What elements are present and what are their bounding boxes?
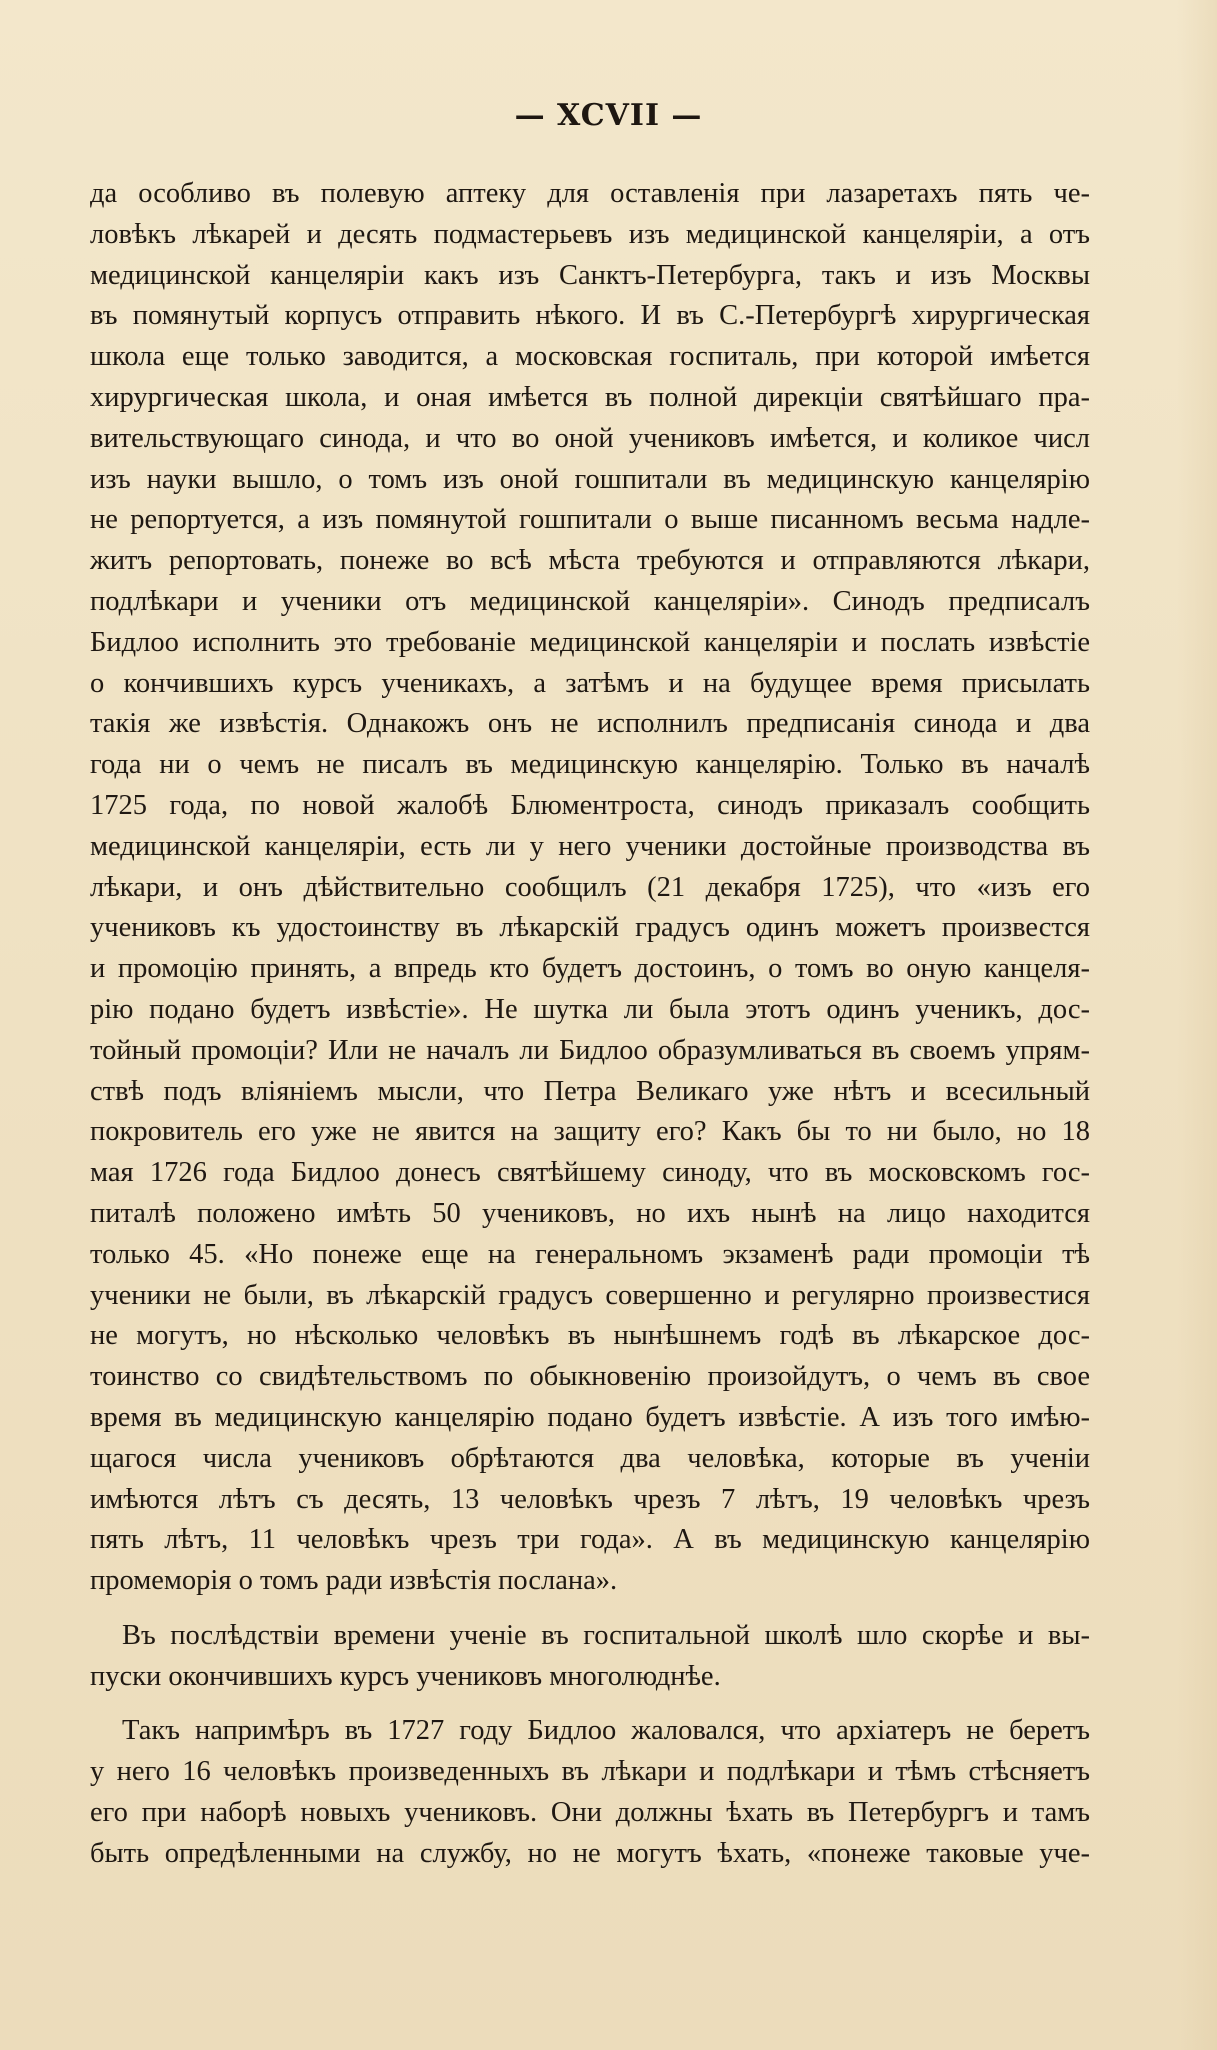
paragraph-gap bbox=[90, 1697, 1090, 1711]
text-line: медицинской канцеляріи, есть ли у него ученики достойные производства въ bbox=[90, 830, 1090, 862]
text-line: такія же извѣстія. Однакожъ онъ не исполнилъ предписанія синода и два bbox=[90, 708, 1090, 740]
text-line: только 45. «Но понеже еще на генеральномъ экзаменѣ ради промоціи тѣ bbox=[90, 1238, 1090, 1270]
text-line: питалѣ положено имѣть 50 учениковъ, но ихъ нынѣ на лицо находится bbox=[90, 1197, 1090, 1229]
text-line: промеморія о томъ ради извѣстія послана». bbox=[90, 1565, 618, 1597]
text-line: не могутъ, но нѣсколько человѣкъ въ нынѣшнемъ годѣ въ лѣкарское дос- bbox=[90, 1320, 1090, 1352]
text-line: хирургическая школа, и оная имѣется въ полной дирекціи святѣйшаго пра- bbox=[90, 381, 1090, 413]
text-line: пуски окончившихъ курсъ учениковъ многолюднѣе. bbox=[90, 1660, 721, 1692]
text-line: житъ репортовать, понеже во всѣ мѣста требуются и отправляются лѣкари, bbox=[90, 545, 1090, 577]
text-line: Въ послѣдствіи времени ученіе въ госпитальной школѣ шло скорѣе и вы- bbox=[122, 1619, 1090, 1651]
text-line: пять лѣтъ, 11 человѣкъ чрезъ три года». А въ медицинскую канцелярію bbox=[90, 1524, 1090, 1556]
text-line: года ни о чемъ не писалъ въ медицинскую канцелярію. Только въ началѣ bbox=[90, 749, 1090, 781]
page-edge-shading bbox=[1177, 0, 1217, 2050]
text-line: рію подано будетъ извѣстіе». Не шутка ли была этотъ одинъ ученикъ, дос- bbox=[90, 993, 1090, 1025]
text-line: 1725 года, по новой жалобѣ Блюментроста, синодъ приказалъ сообщить bbox=[90, 789, 1090, 821]
text-line: тойный промоціи? Или не началъ ли Бидлоо образумливаться въ своемъ упрям- bbox=[90, 1034, 1090, 1066]
text-line: да особливо въ полевую аптеку для оставленія при лазаретахъ пять че- bbox=[90, 178, 1090, 209]
text-line: его при наборѣ новыхъ учениковъ. Они должны ѣхать въ Петербургъ и тамъ bbox=[90, 1797, 1090, 1829]
text-line: не репортуется, а изъ помянутой гошпитали о выше писанномъ весьма надле- bbox=[90, 504, 1090, 536]
text-line: время въ медицинскую канцелярію подано будетъ извѣстіе. А изъ того имѣю- bbox=[90, 1401, 1090, 1433]
text-line: школа еще только заводится, а московская госпиталь, при которой имѣется bbox=[90, 341, 1090, 373]
text-line: тоинство со свидѣтельствомъ по обыкновенію произойдутъ, о чемъ въ свое bbox=[90, 1361, 1090, 1393]
text-line: вительствующаго синода, и что во оной учениковъ имѣется, и коликое числ bbox=[90, 422, 1090, 454]
text-line: быть опредѣленными на службу, но не могутъ ѣхать, «понеже таковые уче- bbox=[90, 1837, 1090, 1869]
text-line: подлѣкари и ученики отъ медицинской канцеляріи». Синодъ предписалъ bbox=[90, 585, 1090, 617]
paragraph bbox=[90, 174, 1090, 1602]
page-number-header: — XCVII — bbox=[514, 98, 703, 133]
text-line: покровитель его уже не явится на защиту его? Какъ бы то ни было, но 18 bbox=[90, 1116, 1090, 1148]
text-line: учениковъ къ удостоинству въ лѣкарскій градусъ одинъ можетъ произвестся bbox=[90, 912, 1090, 944]
paragraph bbox=[90, 1711, 1090, 1874]
text-line: изъ науки вышло, о томъ изъ оной гошпитали въ медицинскую канцелярію bbox=[90, 463, 1090, 495]
paragraph bbox=[90, 1616, 1090, 1698]
text-line: о кончившихъ курсъ ученикахъ, а затѣмъ и на будущее время присылать bbox=[90, 667, 1090, 699]
text-line: ученики не были, въ лѣкарскій градусъ совершенно и регулярно произвестися bbox=[90, 1279, 1090, 1311]
text-line: и промоцію принять, а впредь кто будетъ достоинъ, о томъ во оную канцеля- bbox=[90, 953, 1090, 985]
text-line: щагося числа учениковъ обрѣтаются два человѣка, которые въ ученіи bbox=[90, 1442, 1090, 1474]
paragraph-gap bbox=[90, 1602, 1090, 1616]
text-line: медицинской канцеляріи какъ изъ Санктъ-Петербурга, такъ и изъ Москвы bbox=[90, 259, 1090, 291]
text-line: Такъ напримѣръ въ 1727 году Бидлоо жаловался, что архіатеръ не беретъ bbox=[122, 1715, 1090, 1747]
text-line: ствѣ подъ вліяніемъ мысли, что Петра Великаго уже нѣтъ и всесильный bbox=[90, 1075, 1090, 1107]
body-text bbox=[90, 174, 1090, 1875]
text-line: въ помянутый корпусъ отправить нѣкого. И въ С.-Петербургѣ хирургическая bbox=[90, 300, 1090, 332]
text-line: лѣкари, и онъ дѣйствительно сообщилъ (21 декабря 1725), что «изъ его bbox=[90, 871, 1090, 903]
text-line: ловѣкъ лѣкарей и десять подмастерьевъ изъ медицинской канцеляріи, а отъ bbox=[90, 218, 1090, 250]
text-line: у него 16 человѣкъ произведенныхъ въ лѣкари и подлѣкари и тѣмъ стѣсняетъ bbox=[90, 1756, 1090, 1788]
text-line: мая 1726 года Бидлоо донесъ святѣйшему синоду, что въ московскомъ гос- bbox=[90, 1157, 1090, 1189]
text-line: Бидлоо исполнить это требованіе медицинской канцеляріи и послать извѣстіе bbox=[90, 626, 1090, 658]
text-line: имѣются лѣтъ съ десять, 13 человѣкъ чрезъ 7 лѣтъ, 19 человѣкъ чрезъ bbox=[90, 1483, 1090, 1515]
